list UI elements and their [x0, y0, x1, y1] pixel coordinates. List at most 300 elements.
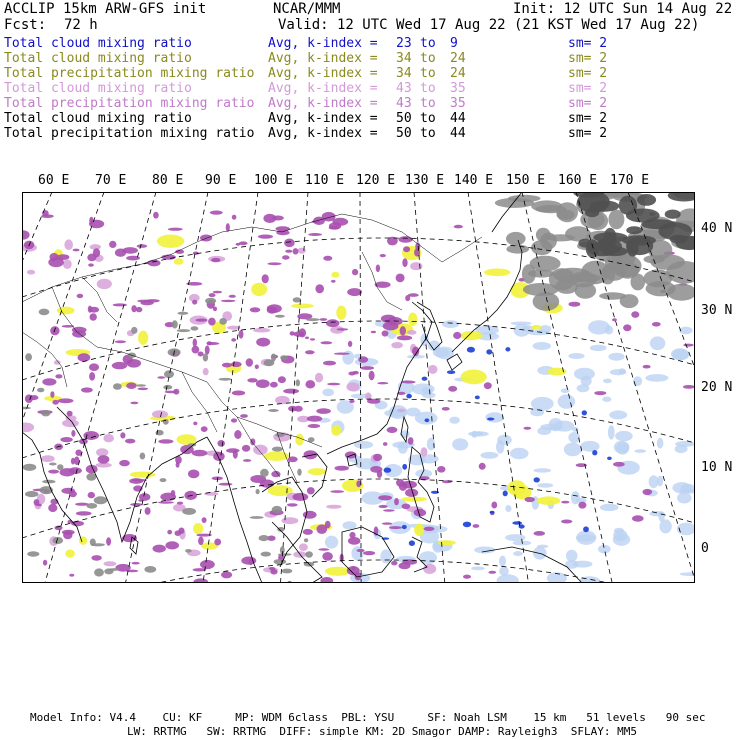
field-blob	[531, 240, 552, 255]
forecast-hours: 72 h	[64, 17, 98, 33]
field-blob	[113, 303, 127, 306]
legend-field-name: Total precipitation mixing ratio	[4, 96, 255, 111]
field-blob	[23, 464, 37, 471]
field-blob	[71, 430, 75, 437]
field-blob	[649, 475, 659, 488]
field-blob	[371, 331, 376, 333]
field-blob	[351, 566, 355, 569]
field-blob	[219, 318, 227, 325]
field-blob	[537, 496, 561, 505]
longitude-tick-label: 70 E	[95, 173, 127, 188]
field-blob	[598, 545, 611, 554]
field-blob	[331, 280, 336, 283]
field-blob	[280, 355, 288, 360]
field-blob	[185, 549, 192, 553]
field-blob	[484, 382, 492, 389]
field-blob	[243, 459, 251, 462]
latitude-tick-label: 10 N	[701, 460, 733, 475]
field-blob	[106, 537, 111, 546]
field-blob	[73, 249, 80, 252]
field-blob	[513, 551, 523, 556]
field-blob	[195, 319, 207, 322]
field-blob	[153, 212, 159, 219]
legend-avg-label: Avg, k-index =	[268, 36, 378, 51]
field-blob	[387, 427, 398, 433]
field-blob	[315, 284, 324, 293]
field-blob	[125, 439, 135, 444]
field-blob	[41, 455, 55, 462]
field-blob	[645, 374, 668, 382]
latitude-tick-label: 40 N	[701, 221, 733, 236]
field-blob	[347, 288, 362, 296]
field-blob	[490, 511, 495, 514]
field-blob	[193, 338, 197, 347]
field-blob	[303, 529, 313, 535]
field-blob	[113, 383, 122, 390]
legend-to-word: to	[420, 96, 436, 111]
legend-smoothing: sm= 2	[568, 111, 608, 126]
field-blob	[165, 541, 179, 549]
field-blob	[213, 291, 222, 294]
legend-k-to: 24	[450, 51, 466, 66]
field-blob	[136, 307, 143, 312]
field-blob	[306, 318, 320, 321]
field-blob	[561, 520, 572, 524]
field-blob	[412, 383, 435, 394]
field-blob	[69, 491, 77, 497]
field-blob	[140, 453, 146, 460]
legend-to-word: to	[420, 51, 436, 66]
field-blob	[406, 394, 412, 399]
legend-avg-label: Avg, k-index =	[268, 126, 378, 141]
field-blob	[463, 575, 471, 579]
field-blob	[569, 302, 581, 307]
field-blob	[447, 370, 455, 374]
field-blob	[269, 567, 275, 570]
field-blob	[138, 331, 148, 345]
field-blob	[41, 214, 53, 218]
field-blob	[167, 530, 172, 535]
field-blob	[115, 340, 126, 343]
field-blob	[91, 543, 105, 546]
legend-k-from: 43	[396, 81, 412, 96]
field-blob	[612, 318, 617, 321]
field-blob	[49, 463, 57, 466]
field-blob	[250, 438, 255, 445]
field-blob	[276, 230, 289, 235]
field-blob	[594, 391, 606, 395]
field-blob	[463, 522, 471, 528]
field-blob	[665, 210, 681, 219]
field-blob	[402, 525, 407, 529]
field-blob	[136, 384, 146, 386]
field-blob	[42, 378, 56, 385]
field-blob	[582, 410, 587, 415]
field-blob	[191, 326, 199, 330]
field-blob	[251, 283, 267, 296]
field-blob	[293, 331, 304, 336]
field-blob	[330, 490, 344, 493]
field-blob	[325, 567, 351, 576]
field-blob	[104, 561, 117, 566]
field-blob	[348, 372, 355, 376]
longitude-tick-label: 120 E	[356, 173, 396, 188]
field-blob	[94, 496, 108, 504]
legend-avg-label: Avg, k-index =	[268, 51, 378, 66]
field-blob	[568, 353, 584, 359]
field-blob	[259, 535, 269, 541]
field-blob	[168, 228, 183, 231]
field-blob	[200, 235, 212, 242]
field-blob	[616, 442, 629, 454]
field-blob	[675, 445, 688, 453]
field-blob	[213, 452, 225, 461]
field-blob	[274, 559, 287, 564]
field-blob	[442, 320, 459, 328]
field-blob	[132, 562, 140, 565]
field-blob	[348, 341, 352, 347]
field-blob	[177, 434, 197, 445]
field-blob	[566, 550, 578, 562]
field-blob	[297, 248, 305, 254]
field-blob	[282, 569, 293, 574]
field-blob	[506, 245, 529, 254]
field-blob	[461, 370, 487, 385]
field-blob	[351, 546, 363, 560]
field-blob	[226, 448, 239, 453]
field-blob	[250, 307, 261, 312]
field-blob	[65, 550, 75, 558]
field-blob	[326, 505, 341, 509]
field-blob	[267, 262, 281, 265]
field-blob	[172, 320, 178, 328]
field-blob	[316, 408, 331, 414]
field-blob	[163, 419, 169, 425]
field-blob	[262, 274, 269, 283]
field-blob	[325, 536, 338, 549]
field-blob	[250, 516, 264, 519]
longitude-tick-label: 100 E	[254, 173, 294, 188]
field-blob	[485, 412, 504, 422]
field-blob	[681, 484, 695, 493]
field-blob	[383, 509, 395, 511]
field-blob	[380, 549, 391, 563]
field-blob	[193, 523, 203, 534]
field-blob	[256, 489, 260, 494]
field-blob	[291, 304, 314, 309]
field-blob	[236, 243, 241, 246]
field-blob	[499, 556, 506, 567]
field-blob	[652, 322, 661, 327]
field-blob	[205, 298, 216, 304]
field-blob	[89, 372, 95, 381]
field-blob	[537, 483, 553, 488]
map-panel	[22, 192, 695, 583]
field-blob	[428, 365, 437, 374]
field-blob	[677, 493, 692, 504]
field-blob	[637, 194, 656, 206]
field-blob	[278, 376, 286, 383]
legend-to-word: to	[420, 126, 436, 141]
field-blob	[480, 452, 498, 459]
field-blob	[285, 250, 292, 253]
field-blob	[326, 319, 339, 327]
field-blob	[479, 463, 486, 470]
longitude-tick-label: 110 E	[305, 173, 345, 188]
field-blob	[258, 235, 273, 239]
field-blob	[188, 470, 199, 479]
field-blob	[409, 540, 415, 546]
field-blob	[158, 439, 173, 443]
valid-time: Valid: 12 UTC Wed 17 Aug 22 (21 KST Wed 17 Aug 22)	[278, 17, 700, 33]
field-blob	[198, 352, 204, 357]
field-blob	[210, 211, 223, 215]
field-blob	[221, 300, 236, 302]
field-blob	[293, 493, 309, 501]
field-blob	[533, 342, 551, 350]
field-blob	[281, 517, 298, 524]
field-blob	[585, 208, 599, 217]
field-blob	[90, 313, 97, 320]
legend-avg-label: Avg, k-index =	[268, 111, 378, 126]
legend-k-from: 34	[396, 66, 412, 81]
field-blob	[41, 410, 50, 416]
field-blob	[487, 418, 494, 421]
field-blob	[271, 354, 276, 362]
field-blob	[158, 501, 174, 503]
field-blob	[603, 262, 626, 280]
field-blob	[178, 312, 189, 315]
field-blob	[229, 295, 236, 298]
field-blob	[399, 562, 411, 569]
field-blob	[304, 450, 318, 459]
field-blob	[437, 540, 455, 545]
field-blob	[76, 511, 92, 515]
field-blob	[631, 311, 639, 318]
field-blob	[613, 533, 630, 546]
legend-k-to: 24	[450, 66, 466, 81]
field-blob	[408, 313, 417, 327]
field-blob	[48, 504, 57, 512]
field-blob	[160, 478, 167, 482]
field-blob	[303, 511, 317, 519]
field-blob	[157, 376, 165, 379]
field-blob	[373, 454, 382, 461]
org-label: NCAR/MMM	[273, 1, 341, 17]
field-blob	[599, 292, 626, 299]
field-blob	[177, 329, 191, 332]
field-blob	[683, 385, 695, 389]
field-blob	[588, 320, 610, 334]
field-blob	[320, 318, 328, 321]
field-blob	[398, 442, 408, 454]
field-blob	[246, 358, 253, 367]
field-blob	[632, 515, 644, 521]
field-blob	[109, 241, 116, 248]
field-blob	[293, 248, 299, 254]
field-blob	[138, 388, 149, 391]
field-blob	[69, 574, 74, 577]
field-blob	[634, 449, 646, 453]
field-blob	[264, 451, 289, 461]
field-blob	[278, 553, 292, 555]
field-blob	[164, 370, 174, 378]
field-blob	[337, 328, 349, 330]
field-blob	[131, 305, 136, 312]
field-blob	[25, 394, 33, 403]
legend-k-to: 35	[450, 81, 466, 96]
field-blob	[650, 336, 665, 350]
field-blob	[176, 462, 180, 468]
field-blob	[131, 327, 137, 334]
field-blob	[322, 389, 334, 397]
field-blob	[296, 379, 300, 386]
field-blob	[203, 354, 208, 362]
field-blob	[554, 268, 592, 283]
field-blob	[331, 425, 341, 436]
field-blob	[532, 325, 541, 330]
field-blob	[511, 322, 532, 326]
field-blob	[576, 531, 596, 545]
field-blob	[122, 247, 138, 254]
field-blob	[376, 265, 380, 273]
field-blob	[317, 524, 328, 534]
forecast-label: Fcst:	[4, 17, 47, 33]
field-blob	[471, 567, 485, 571]
field-blob	[315, 373, 323, 383]
field-blob	[531, 397, 554, 411]
field-blob	[39, 309, 50, 316]
legend-smoothing: sm= 2	[568, 66, 608, 81]
field-blob	[348, 537, 361, 545]
field-blob	[234, 430, 241, 439]
field-blob	[349, 400, 354, 403]
field-blob	[396, 274, 405, 283]
field-blob	[380, 254, 386, 257]
field-blob	[643, 365, 651, 369]
field-blob	[152, 410, 168, 418]
field-blob	[402, 504, 411, 510]
field-blob	[145, 507, 151, 515]
field-blob	[561, 501, 569, 504]
field-blob	[219, 483, 233, 486]
field-blob	[130, 402, 138, 405]
field-blob	[247, 378, 257, 382]
field-blob	[165, 391, 177, 394]
field-blob	[272, 506, 282, 513]
field-blob	[613, 462, 625, 467]
field-blob	[410, 262, 422, 270]
field-blob	[398, 236, 412, 243]
field-blob	[60, 437, 72, 442]
field-blob	[505, 347, 510, 351]
field-blob	[609, 410, 627, 419]
field-blob	[240, 414, 248, 418]
field-blob	[358, 356, 368, 363]
field-blob	[89, 363, 99, 371]
legend-k-from: 23	[396, 36, 412, 51]
field-blob	[454, 225, 463, 229]
field-blob	[239, 330, 244, 339]
field-blob	[81, 387, 93, 392]
field-blob	[525, 497, 535, 502]
field-blob	[308, 468, 327, 475]
field-blob	[64, 239, 73, 250]
legend-avg-label: Avg, k-index =	[268, 81, 378, 96]
field-blob	[602, 397, 611, 402]
field-blob	[603, 379, 612, 384]
field-blob	[476, 431, 483, 435]
legend-k-to: 44	[450, 111, 466, 126]
field-blob	[163, 385, 172, 390]
field-blob	[486, 349, 492, 354]
field-blob	[488, 571, 496, 574]
legend-k-from: 50	[396, 111, 412, 126]
field-blob	[557, 210, 575, 220]
field-blob	[55, 374, 62, 378]
field-blob	[130, 503, 142, 506]
field-blob	[211, 258, 220, 262]
field-blob	[103, 434, 114, 442]
longitude-tick-label: 160 E	[558, 173, 598, 188]
longitude-tick-label: 80 E	[152, 173, 184, 188]
field-blob	[394, 498, 399, 505]
field-blob	[452, 438, 468, 450]
field-blob	[619, 368, 626, 374]
field-blob	[94, 568, 104, 576]
field-blob	[48, 470, 59, 474]
field-blob	[57, 307, 75, 315]
field-blob	[622, 235, 656, 245]
legend-field-name: Total cloud mixing ratio	[4, 51, 192, 66]
field-blob	[453, 332, 461, 339]
field-blob	[334, 353, 350, 355]
field-blob	[256, 379, 270, 388]
field-blob	[305, 551, 313, 557]
field-blob	[42, 480, 55, 484]
field-blob	[383, 442, 388, 446]
field-blob	[284, 239, 295, 248]
field-blob	[475, 396, 480, 400]
field-blob	[408, 437, 414, 445]
field-blob	[534, 477, 540, 482]
field-blob	[449, 417, 459, 424]
field-blob	[626, 226, 642, 234]
field-blob	[222, 363, 232, 368]
field-blob	[323, 256, 332, 261]
field-blob	[144, 566, 156, 573]
field-blob	[86, 503, 97, 509]
field-blob	[503, 491, 508, 497]
field-blob	[512, 521, 522, 525]
field-blob	[205, 345, 210, 354]
field-blob	[295, 434, 304, 446]
field-blob	[369, 371, 375, 381]
field-blob	[287, 503, 298, 506]
field-blob	[260, 469, 269, 477]
field-blob	[658, 222, 692, 240]
field-blob	[182, 508, 196, 515]
field-blob	[255, 365, 259, 370]
field-blob	[88, 263, 94, 266]
field-blob	[407, 330, 417, 335]
field-blob	[263, 214, 276, 223]
longitude-tick-label: 60 E	[38, 173, 70, 188]
field-blob	[473, 524, 480, 528]
legend-k-from: 50	[396, 126, 412, 141]
field-blob	[192, 346, 200, 354]
field-blob	[671, 348, 689, 360]
